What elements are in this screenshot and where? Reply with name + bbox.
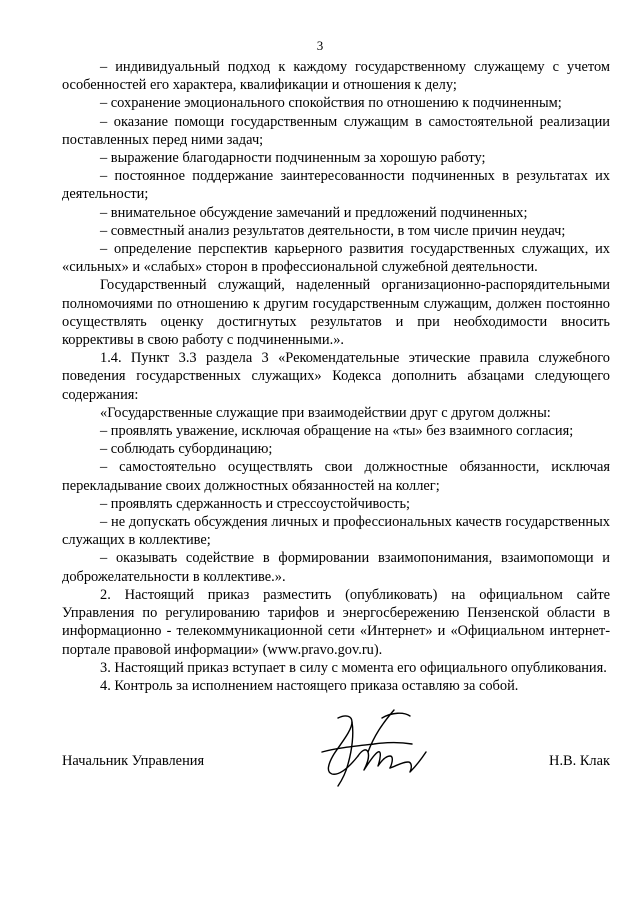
handwritten-signature [312, 706, 432, 790]
signer-title: Начальник Управления [62, 753, 205, 769]
bullet-career-prospects: – определение перспектив карьерного развития государственных служащих, их «сильных» и «слабых» сторон в профессиональной служебной деятельности. [62, 241, 610, 276]
bullet-restraint: – проявлять сдержанность и стрессоустойчивость; [100, 495, 411, 512]
bullet-respect: – проявлять уважение, исключая обращение на «ты» без взаимного согласия; [100, 423, 574, 440]
paragraph-item-1-4: 1.4. Пункт 3.3 раздела 3 «Рекомендательные этические правила служебного поведения государственных служащих» Кодекса дополнить абзацами следующего содержания: [62, 350, 610, 403]
paragraph-item-3-effect: 3. Настоящий приказ вступает в силу с момента его официального опубликования. [100, 659, 607, 676]
paragraph-interaction-intro: «Государственные служащие при взаимодействии друг с другом должны: [100, 404, 551, 421]
paragraph-item-2-publication: 2. Настоящий приказ разместить (опубликовать) на официальном сайте Управления по регулированию тарифов и энергосбережению Пензенской области в информационно - телекоммуникационной сети «Интернет» и «Официальном интернет-портале правовой информации» (www.pravo.gov.ru). [62, 586, 610, 658]
bullet-joint-analysis: – совместный анализ результатов деятельности, в том числе причин неудач; [100, 222, 566, 239]
bullet-emotional-calm: – сохранение эмоционального спокойствия по отношению к подчиненным; [100, 95, 562, 112]
paragraph-item-4-control: 4. Контроль за исполнением настоящего приказа оставляю за собой. [100, 677, 519, 694]
bullet-assistance: – оказание помощи государственным служащим в самостоятельной реализации поставленных перед ними задач; [62, 113, 610, 148]
bullet-own-duties: – самостоятельно осуществлять свои должностные обязанности, исключая перекладывание своих должностных обязанностей на коллег; [62, 459, 610, 494]
bullet-subordination: – соблюдать субординацию; [100, 441, 273, 458]
bullet-individual-approach: – индивидуальный подход к каждому государственному служащему с учетом особенностей его характера, квалификации и отношения к делу; [62, 59, 610, 94]
bullet-mutual-help: – оказывать содействие в формировании взаимопонимания, взаимопомощи и доброжелательности в коллективе.». [62, 550, 610, 585]
document-body [62, 58, 610, 695]
bullet-gratitude: – выражение благодарности подчиненным за хорошую работу; [100, 150, 486, 167]
paragraph-managerial-assessment: Государственный служащий, наделенный организационно-распорядительными полномочиями по отношению к другим государственным служащим, должен постоянно осуществлять оценку достигнутых результатов и при необходимости вносить коррективы в свою работу с подчиненными.». [62, 277, 610, 349]
bullet-no-discussion: – не допускать обсуждения личных и профессиональных качеств государственных служащих в коллективе; [62, 514, 610, 549]
signer-name: Н.В. Клак [549, 753, 610, 769]
bullet-discussion: – внимательное обсуждение замечаний и предложений подчиненных; [100, 204, 528, 221]
page-number: 3 [316, 38, 324, 53]
bullet-interest-support: – постоянное поддержание заинтересованности подчиненных в результатах их деятельности; [62, 168, 610, 203]
